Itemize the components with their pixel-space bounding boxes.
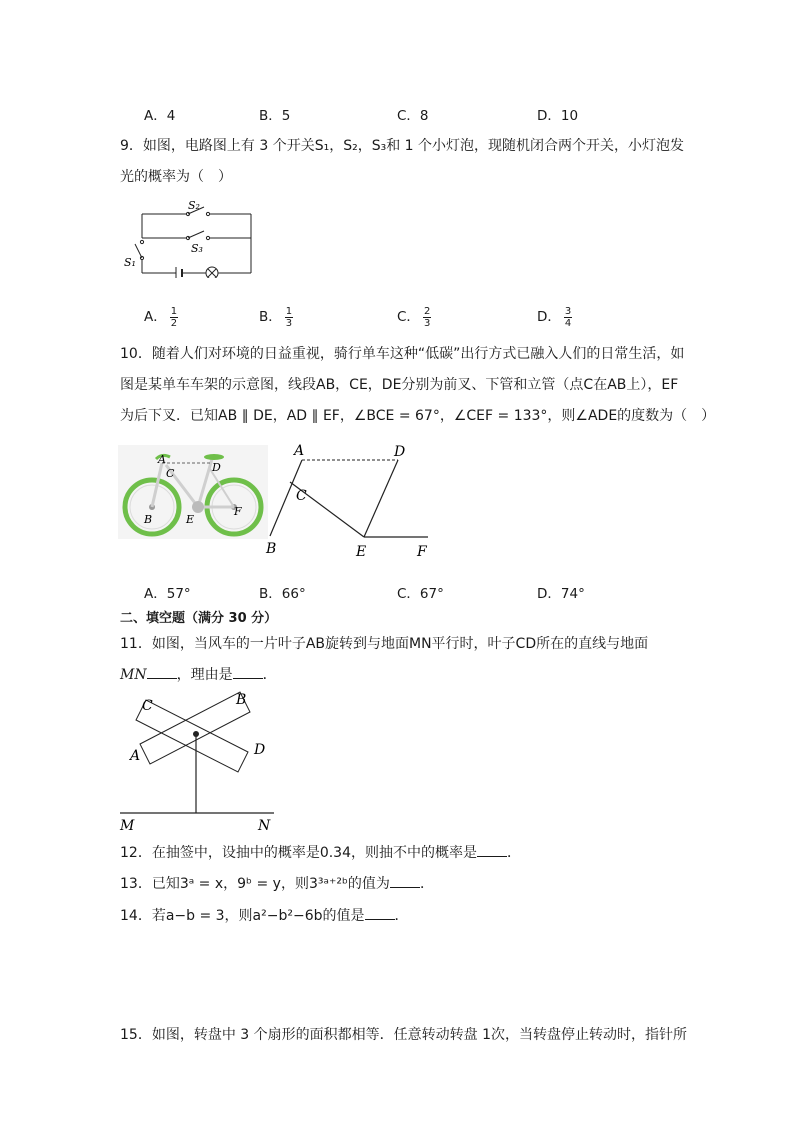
q11-stem-line2: MN ，理由是 ． bbox=[120, 667, 277, 683]
q13-stem: 13．已知3ᵃ = x，9ᵇ = y，则3³ᵃ⁺²ᵇ的值为 ． bbox=[120, 876, 434, 892]
windmill-label-d: D bbox=[254, 742, 266, 758]
q11-stem-line1: 11．如图，当风车的一片叶子AB旋转到与地面MN平行时，叶子CD所在的直线与地面 bbox=[120, 636, 649, 652]
label-s2: S₂ bbox=[188, 199, 200, 212]
windmill-label-c: C bbox=[142, 698, 153, 714]
ground-label-n: N bbox=[258, 818, 271, 833]
fraction: $\frac{3}{4}$ bbox=[564, 305, 572, 329]
diagram-label-e: E bbox=[356, 544, 367, 560]
fraction: $\frac{1}{2}$ bbox=[170, 305, 178, 329]
q11-windmill-diagram bbox=[114, 688, 279, 833]
bicycle-photo bbox=[118, 445, 268, 539]
diagram-label-c: C bbox=[296, 488, 307, 504]
q9-circuit-diagram bbox=[118, 196, 258, 278]
photo-label-e: E bbox=[186, 513, 195, 526]
q10-stem-line2: 图是某单车车架的示意图，线段AB，CE，DE分别为前叉、下管和立管（点C在AB上），EF bbox=[120, 377, 679, 393]
q9-option-b: B． $\frac{1}{3}$ bbox=[259, 305, 293, 329]
q8-option-c: C．8 bbox=[397, 108, 429, 124]
label-s3: S₃ bbox=[191, 242, 203, 255]
q10-option-a: A．57° bbox=[144, 586, 191, 602]
q8-option-d: D．10 bbox=[537, 108, 579, 124]
q10-option-c: C．67° bbox=[397, 586, 444, 602]
q9-stem-line2: 光的概率为（ ） bbox=[120, 169, 232, 185]
label-s1: S₁ bbox=[124, 256, 136, 269]
q10-geometry-diagram bbox=[262, 440, 437, 565]
photo-label-c: C bbox=[166, 467, 175, 480]
answer-blank bbox=[365, 907, 395, 920]
answer-blank bbox=[233, 666, 263, 679]
q8-option-b: B．5 bbox=[259, 108, 291, 124]
q9-stem-line1: 9．如图，电路图上有 3 个开关S₁，S₂，S₃和 1 个小灯泡，现随机闭合两个开关，小灯泡发 bbox=[120, 138, 685, 154]
photo-label-d: D bbox=[212, 461, 221, 474]
section-title: 二、填空题（满分 30 分） bbox=[120, 611, 278, 626]
answer-blank bbox=[147, 666, 177, 679]
windmill-label-a: A bbox=[130, 748, 141, 764]
photo-label-b: B bbox=[144, 513, 153, 526]
windmill-label-b: B bbox=[236, 692, 247, 708]
ground-label-m: M bbox=[120, 818, 135, 833]
q9-option-a: A． $\frac{1}{2}$ bbox=[144, 305, 178, 329]
diagram-label-f: F bbox=[417, 544, 427, 560]
q10-option-d: D．74° bbox=[537, 586, 585, 602]
q12-stem: 12．在抽签中，设抽中的概率是0.34，则抽不中的概率是 ． bbox=[120, 845, 521, 861]
q9-option-c: C． $\frac{2}{3}$ bbox=[397, 305, 431, 329]
photo-label-a: A bbox=[158, 453, 166, 466]
diagram-label-d: D bbox=[394, 444, 406, 460]
photo-label-f: F bbox=[234, 505, 242, 518]
diagram-label-a: A bbox=[294, 443, 305, 459]
fraction: $\frac{1}{3}$ bbox=[285, 305, 293, 329]
answer-blank bbox=[390, 875, 420, 888]
q8-option-a: A．4 bbox=[144, 108, 176, 124]
q10-stem-line1: 10．随着人们对环境的日益重视，骑行单车这种“低碳”出行方式已融入人们的日常生活，如 bbox=[120, 346, 685, 362]
q14-stem: 14．若a−b = 3，则a²−b²−6b的值是 ． bbox=[120, 908, 409, 924]
answer-blank bbox=[477, 844, 507, 857]
q10-stem-line3: 为后下叉．已知AB ∥ DE，AD ∥ EF，∠BCE = 67°，∠CEF = 133°，则∠ADE的度数为（ ） bbox=[120, 408, 716, 424]
q10-option-b: B．66° bbox=[259, 586, 306, 602]
q9-option-d: D． $\frac{3}{4}$ bbox=[537, 305, 572, 329]
q15-stem-line1: 15．如图，转盘中 3 个扇形的面积都相等．任意转动转盘 1次，当转盘停止转动时，指针所 bbox=[120, 1027, 687, 1043]
fraction: $\frac{2}{3}$ bbox=[423, 305, 431, 329]
diagram-label-b: B bbox=[266, 541, 277, 557]
